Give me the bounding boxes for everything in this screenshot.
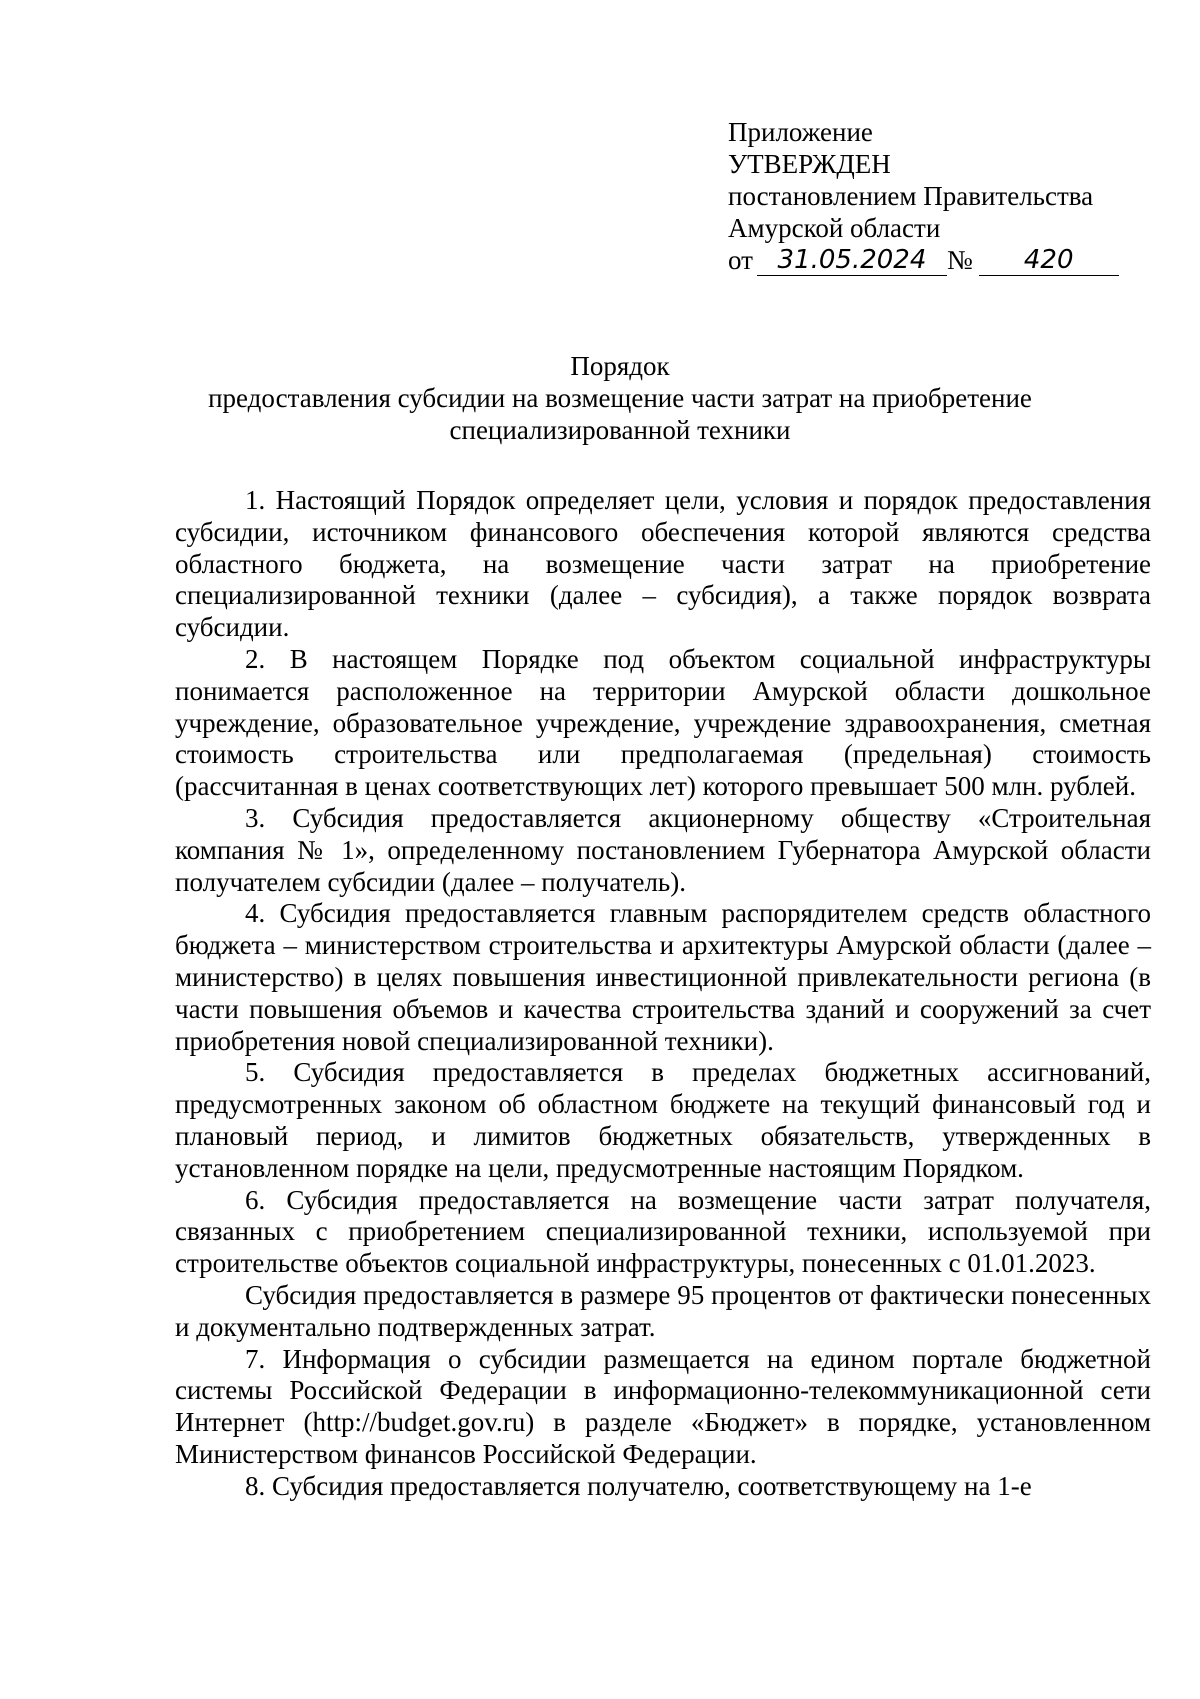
- handwritten-date: 31.05.2024: [757, 245, 947, 276]
- paragraph-6-continued: Субсидия предоставляется в размере 95 процентов от фактически понесенных и документально подтвержденных затрат.: [175, 1279, 1151, 1342]
- appendix-label: Приложение: [728, 117, 873, 147]
- title-line-1: Порядок: [570, 351, 670, 381]
- paragraph-2: 2. В настоящем Порядке под объектом социальной инфраструктуры понимается расположенное на территории Амурской области дошкольное учреждение, образовательное учреждение, учреждение здравоохранения, сметная стоимость строительства или предполагаемая (предельная) стоимость (рассчитанная в ценах соответствующих лет) которого превышает 500 млн. рублей.: [175, 643, 1151, 802]
- paragraph-7: 7. Информация о субсидии размещается на едином портале бюджетной системы Российской Федерации в информационно-телекоммуникационной сети Интернет (http://budget.gov.ru) в разделе «Бюджет» в порядке, установленном Министерством финансов Российской Федерации.: [175, 1343, 1151, 1469]
- paragraph-4: 4. Субсидия предоставляется главным распорядителем средств областного бюджета – министерством строительства и архитектуры Амурской области (далее – министерство) в целях повышения инвестиционной привлекательности региона (в части повышения объемов и качества строительства зданий и сооружений за счет приобретения новой специализированной техники).: [175, 898, 1151, 1056]
- handwritten-number: 420: [979, 245, 1119, 276]
- date-number-line: [728, 244, 1148, 276]
- paragraph-3: 3. Субсидия предоставляется акционерному обществу «Строительная компания № 1», определенному постановлением Губернатора Амурской области получателем субсидии (далее – получатель).: [175, 802, 1151, 897]
- from-label: от: [728, 245, 753, 275]
- approved-label: УТВЕРЖДЕН: [728, 149, 891, 179]
- document-title: [170, 350, 1070, 446]
- paragraph-5: 5. Субсидия предоставляется в пределах бюджетных ассигнований, предусмотренных законом об областном бюджете на текущий финансовый год и плановый период, и лимитов бюджетных обязательств, утвержденных в установленном порядке на цели, предусмотренные настоящим Порядком.: [175, 1057, 1151, 1183]
- decree-label: постановлением Правительства: [728, 181, 1094, 211]
- number-label: №: [946, 245, 973, 275]
- approval-block: [728, 116, 1148, 276]
- title-line-3: специализированной техники: [449, 415, 791, 445]
- region-label: Амурской области: [728, 213, 941, 243]
- paragraph-8: 8. Субсидия предоставляется получателю, соответствующему на 1-е: [245, 1470, 1032, 1501]
- title-line-2: предоставления субсидии на возмещение части затрат на приобретение: [208, 383, 1032, 413]
- paragraph-6: 6. Субсидия предоставляется на возмещение части затрат получателя, связанных с приобретением специализированной техники, используемой при строительстве объектов социальной инфраструктуры, понесенных с 01.01.2023.: [175, 1184, 1151, 1279]
- document-body: [175, 485, 1151, 1503]
- paragraph-1: 1. Настоящий Порядок определяет цели, условия и порядок предоставления субсидии, источником финансового обеспечения которой являются средства областного бюджета, на возмещение части затрат на приобретение специализированной техники (далее – субсидия), а также порядок возврата субсидии.: [175, 485, 1151, 643]
